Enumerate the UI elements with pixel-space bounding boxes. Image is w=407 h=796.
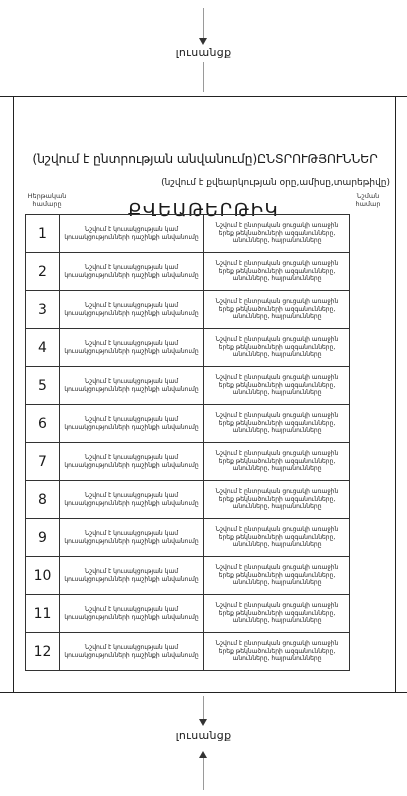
order-number-header: Hերթական համարը bbox=[27, 192, 67, 208]
election-title: (նշվում է ընտրության անվանումը)ԸՆՏՐՈՒԹՅՈՒՆՆԵՐ bbox=[32, 151, 378, 166]
ballot-table bbox=[25, 214, 350, 671]
table-row bbox=[26, 519, 349, 557]
table-row bbox=[26, 557, 349, 595]
row-number: 8 bbox=[26, 481, 60, 518]
party-name-cell: Նշվում է կուսակցության կամ կուսակցությունների դաշինքի անվանումը bbox=[60, 595, 204, 632]
bottom-stub-line-lower bbox=[203, 758, 204, 790]
candidate-list-cell: Նշվում է ընտրական ցուցակի առաջին երեք թեկնածուների ազգանունները, անունները, հայրանունները bbox=[215, 450, 339, 473]
party-name-cell: Նշվում է կուսակցության կամ կուսակցությունների դաշինքի անվանումը bbox=[60, 633, 204, 670]
table-row bbox=[26, 367, 349, 405]
candidate-list-cell: Նշվում է ընտրական ցուցակի առաջին երեք թեկնածուների ազգանունները, անունները, հայրանունները bbox=[215, 564, 339, 587]
table-row bbox=[26, 595, 349, 633]
table-row bbox=[26, 443, 349, 481]
voting-date-line: (նշվում է քվեարկության օրը,ամիսը,տարեթիվը) bbox=[161, 178, 390, 188]
table-row bbox=[26, 481, 349, 519]
table-row bbox=[26, 405, 349, 443]
right-border-line bbox=[395, 96, 396, 692]
row-number: 9 bbox=[26, 519, 60, 556]
left-border-line bbox=[13, 96, 14, 692]
bottom-arrow-down-icon bbox=[199, 719, 207, 726]
row-number: 5 bbox=[26, 367, 60, 404]
table-row bbox=[26, 253, 349, 291]
candidate-list-cell: Նշվում է ընտրական ցուցակի առաջին երեք թեկնածուների ազգանունները, անունները, հայրանունները bbox=[215, 222, 339, 245]
top-arrow-down-icon bbox=[199, 38, 207, 45]
candidate-list-cell: Նշվում է ընտրական ցուցակի առաջին երեք թեկնածուների ազգանունները, անունները, հայրանունները bbox=[215, 298, 339, 321]
party-name-cell: Նշվում է կուսակցության կամ կուսակցությունների դաշինքի անվանումը bbox=[60, 291, 204, 328]
party-name-cell: Նշվում է կուսակցության կամ կուսակցությունների դաշինքի անվանումը bbox=[60, 481, 204, 518]
party-name-cell: Նշվում է կուսակցության կամ կուսակցությունների դաշինքի անվանումը bbox=[60, 519, 204, 556]
row-number: 12 bbox=[26, 633, 60, 670]
top-stub-line bbox=[203, 8, 204, 40]
bottom-border-line bbox=[0, 692, 407, 693]
party-name-cell: Նշվում է կուսակցության կամ կուսակցությունների դաշինքի անվանումը bbox=[60, 329, 204, 366]
candidate-list-cell: Նշվում է ընտրական ցուցակի առաջին երեք թեկնածուների ազգանունները, անունները, հայրանունները bbox=[215, 374, 339, 397]
party-name-cell: Նշվում է կուսակցության կամ կուսակցությունների դաշինքի անվանումը bbox=[60, 215, 204, 252]
row-number: 10 bbox=[26, 557, 60, 594]
candidate-list-cell: Նշվում է ընտրական ցուցակի առաջին երեք թեկնածուների ազգանունները, անունները, հայրանունները bbox=[215, 488, 339, 511]
row-number: 6 bbox=[26, 405, 60, 442]
ballot-heading: ՔՎԵԱԹԵՐԹԻԿ bbox=[127, 200, 280, 221]
table-row bbox=[26, 291, 349, 329]
row-number: 7 bbox=[26, 443, 60, 480]
row-number: 3 bbox=[26, 291, 60, 328]
candidate-list-cell: Նշվում է ընտրական ցուցակի առաջին երեք թեկնածուների ազգանունները, անունները, հայրանունները bbox=[215, 412, 339, 435]
candidate-list-cell: Նշվում է ընտրական ցուցակի առաջին երեք թեկնածուների ազգանունները, անունները, հայրանունները bbox=[215, 526, 339, 549]
table-row bbox=[26, 329, 349, 367]
table-row bbox=[26, 633, 349, 670]
row-number: 1 bbox=[26, 215, 60, 252]
row-number: 2 bbox=[26, 253, 60, 290]
party-name-cell: Նշվում է կուսակցության կամ կուսակցությունների դաշինքի անվանումը bbox=[60, 557, 204, 594]
top-stub-line-lower bbox=[203, 62, 204, 92]
row-number: 11 bbox=[26, 595, 60, 632]
top-stub-label: լուսանցք bbox=[175, 46, 232, 59]
candidate-list-cell: Նշվում է ընտրական ցուցակի առաջին երեք թեկնածուների ազգանունները, անունները, հայրանունները bbox=[215, 336, 339, 359]
bottom-stub-label: լուսանցք bbox=[175, 729, 232, 742]
party-name-cell: Նշվում է կուսակցության կամ կուսակցությունների դաշինքի անվանումը bbox=[60, 367, 204, 404]
bottom-arrow-up-icon bbox=[199, 751, 207, 758]
mark-column-header: Նշման համար bbox=[355, 192, 381, 208]
party-name-cell: Նշվում է կուսակցության կամ կուսակցությունների դաշինքի անվանումը bbox=[60, 443, 204, 480]
candidate-list-cell: Նշվում է ընտրական ցուցակի առաջին երեք թեկնածուների ազգանունները, անունները, հայրանունները bbox=[215, 602, 339, 625]
table-row bbox=[26, 215, 349, 253]
candidate-list-cell: Նշվում է ընտրական ցուցակի առաջին երեք թեկնածուների ազգանունները, անունները, հայրանունները bbox=[215, 640, 339, 663]
party-name-cell: Նշվում է կուսակցության կամ կուսակցությունների դաշինքի անվանումը bbox=[60, 405, 204, 442]
row-number: 4 bbox=[26, 329, 60, 366]
party-name-cell: Նշվում է կուսակցության կամ կուսակցությունների դաշինքի անվանումը bbox=[60, 253, 204, 290]
top-border-line bbox=[0, 96, 407, 97]
candidate-list-cell: Նշվում է ընտրական ցուցակի առաջին երեք թեկնածուների ազգանունները, անունները, հայրանունները bbox=[215, 260, 339, 283]
